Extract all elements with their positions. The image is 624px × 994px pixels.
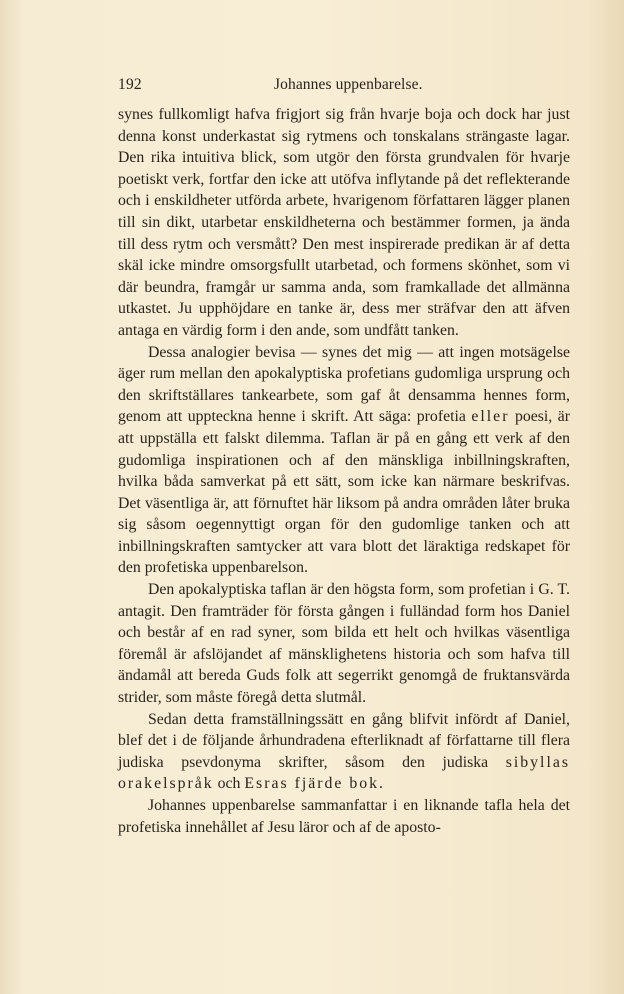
- text-segment: synes fullkomligt hafva frigjort sig från hvarje boja och dock har just denna konst underkastat sig rytmens och tonskalans strängaste lagar. Den rika intuitiva blick, som utgör den första grundvalen för hvarje poetiskt verk, fortfar den icke att utöfva inflytande på det reflekterande och i enskildheter utförda arbete, hvarigenom författaren lägger planen till sin dikt, utarbetar enskildheterna och bestämmer formen, ja ända till dess rytm och versmått? Den mest inspirerade predikan är af detta skäl icke mindre omsorgsfullt utarbetad, och formens skönhet, som vi där beundra, framgår ur samma anda, som framkallade det allmänna utkastet. Ju upphöjdare en tanke är, dess mer sträfvar den att äfven antaga en värdig form i den ande, som undfått tanken.: [118, 106, 570, 339]
- emphasized-text: Esras fjärde bok.: [244, 775, 385, 793]
- text-segment: Johannes uppenbarelse sammanfattar i en liknande tafla hela det profetiska innehållet af Jesu läror och af de aposto-: [118, 797, 570, 836]
- emphasized-text: eller: [471, 408, 510, 426]
- body-text: [118, 104, 570, 838]
- paragraph-4: [118, 709, 570, 795]
- text-segment: Dessa analogier bevisa — synes det mig — att ingen motsägelse äger rum mellan den apokalyptiska profetians gudomliga ursprung och den skriftställares tankearbete, som gaf åt densamma hennes form, genom att uppteckna henne i skrift. Att säga: profetia: [118, 343, 570, 426]
- paragraph-3: [118, 579, 570, 709]
- page-header: [118, 76, 570, 98]
- emphasized-text: sibyllas orakelspråk: [118, 753, 570, 793]
- text-segment: Den apokalyptiska taflan är den högsta form, som profetian i G. T. antagit. Den framträder för första gången i fulländad form hos Daniel och består af en rad syner, som bilda ett helt och hvilkas väsentliga föremål är afslöjandet af mänsklighetens historia och som hafva till ändamål att bereda Guds folk att segerrikt genomgå de fruktansvärda strider, som måste föregå detta slutmål.: [118, 581, 570, 707]
- paragraph-1: [118, 104, 570, 342]
- paragraph-2: [118, 342, 570, 580]
- text-segment: poesi, är att uppställa ett falskt dilemma. Taflan är på en gång ett verk af den gudomliga inspirationen och af den mänskliga inbillningskraften, hvilka båda samverkat på ett sätt, som icke kan närmare beskrifvas. Det väsentliga är, att förnuftet här liksom på andra områden låter bruka sig såsom oegennyttigt organ för den gudomlige tanken och att inbillningskraften samtycker att vara blott det läraktiga redskapet för den profetiska uppenbarelson.: [118, 408, 570, 577]
- text-segment: och: [213, 775, 245, 793]
- page-number: 192: [118, 76, 142, 93]
- text-segment: Sedan detta framställningssätt en gång blifvit infördt af Daniel, blef det i de följande århundradena efterliknadt af författarne till flera judiska psevdonyma skrifter, såsom den judiska: [118, 710, 570, 771]
- paragraph-5: [118, 795, 570, 838]
- running-title: Johannes uppenbarelse.: [274, 76, 423, 93]
